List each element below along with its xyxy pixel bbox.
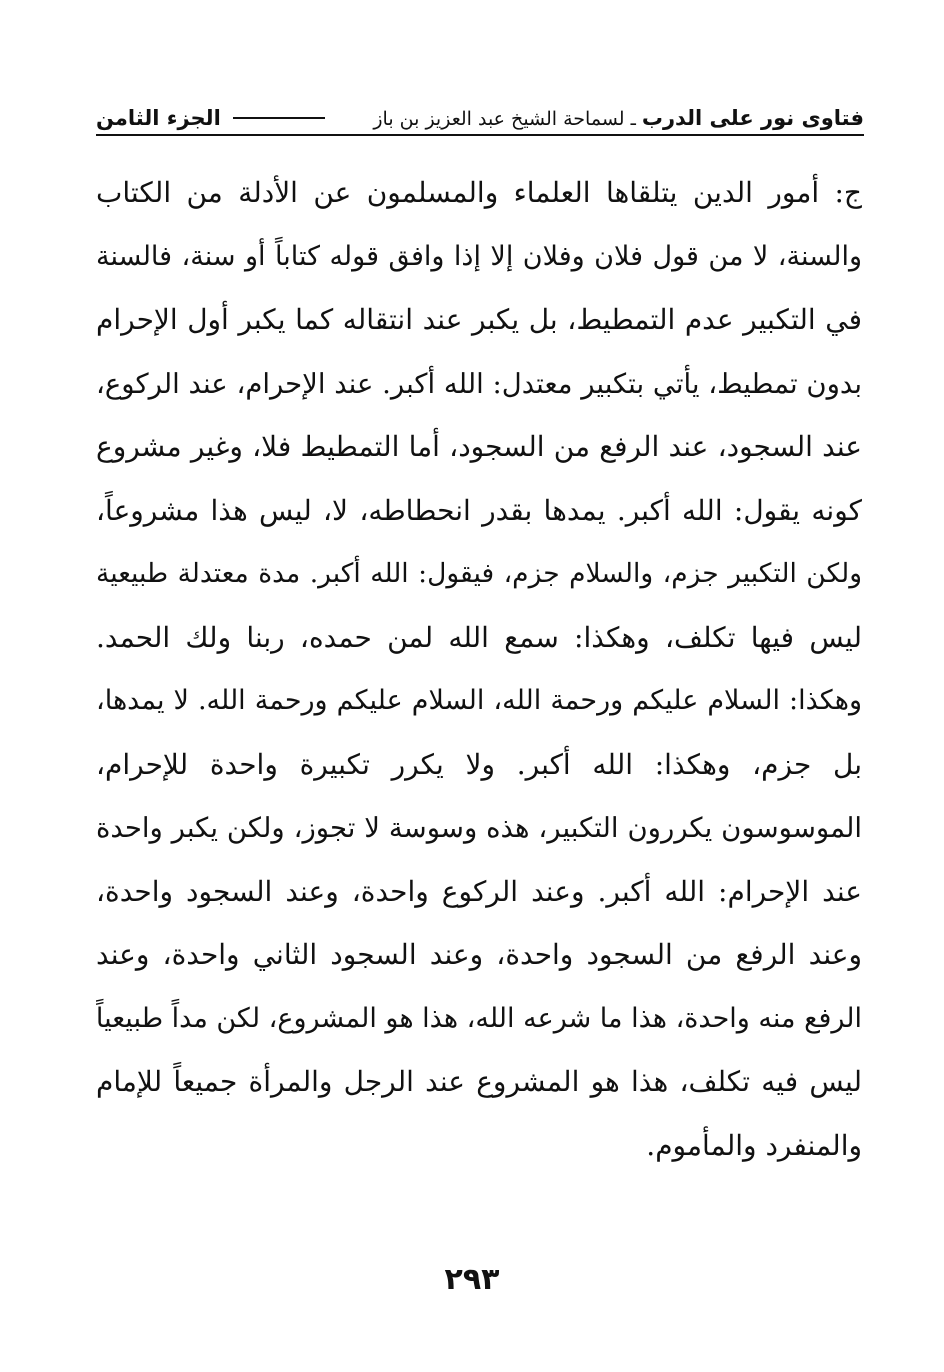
- body-line: الموسوسون يكررون التكبير، هذه وسوسة لا تجوز، ولكن يكبر واحدة: [96, 812, 862, 844]
- author-line: لسماحة الشيخ عبد العزيز بن باز: [373, 108, 625, 130]
- body-line: بل جزم، وهكذا: الله أكبر. ولا يكرر تكبيرة واحدة للإحرام،: [96, 747, 862, 781]
- body-line: كونه يقول: الله أكبر. يمدها بقدر انحطاطه، لا، ليس هذا مشروعاً،: [96, 493, 862, 527]
- body-line: في التكبير عدم التمطيط، بل يكبر عند انتقاله كما يكبر أول الإحرام: [96, 303, 862, 336]
- running-header: [96, 100, 864, 136]
- body-line: ليس فيه تكلف، هذا هو المشروع عند الرجل والمرأة جميعاً للإمام: [96, 1065, 862, 1098]
- body-line: ولكن التكبير جزم، والسلام جزم، فيقول: الله أكبر. مدة معتدلة طبيعية: [96, 558, 862, 589]
- header-separator: ـ: [630, 109, 636, 130]
- body-line: ج: أمور الدين يتلقاها العلماء والمسلمون عن الأدلة من الكتاب: [96, 176, 862, 209]
- header-rule: [233, 117, 325, 119]
- body-line: وهكذا: السلام عليكم ورحمة الله، السلام عليكم ورحمة الله. لا يمدها،: [96, 685, 862, 716]
- body-line-last: والمنفرد والمأموم.: [646, 1128, 862, 1162]
- page-number: ٢٩٣: [444, 1262, 500, 1297]
- body-line: بدون تمطيط، يأتي بتكبير معتدل: الله أكبر. عند الإحرام، عند الركوع،: [96, 367, 862, 400]
- body-line: وعند الرفع من السجود واحدة، وعند السجود الثاني واحدة، وعند: [96, 938, 862, 971]
- volume-label: الجزء الثامن: [96, 106, 221, 130]
- header-volume-group: [96, 106, 331, 130]
- body-text: [96, 165, 862, 1181]
- body-line: عند السجود، عند الرفع من السجود، أما التمطيط فلا، وغير مشروع: [96, 430, 862, 463]
- body-line: ليس فيها تكلف، وهكذا: سمع الله لمن حمده، ربنا ولك الحمد.: [96, 620, 862, 654]
- body-line: والسنة، لا من قول فلان وفلان إلا إذا وافق قوله كتاباً أو سنة، فالسنة: [96, 240, 862, 272]
- book-title: فتاوى نور على الدرب: [641, 106, 864, 130]
- body-line: عند الإحرام: الله أكبر. وعند الركوع واحدة، وعند السجود واحدة،: [96, 874, 862, 908]
- body-line: الرفع منه واحدة، هذا ما شرعه الله، هذا هو المشروع، لكن مداً طبيعياً: [96, 1002, 862, 1034]
- header-title-group: [373, 106, 864, 130]
